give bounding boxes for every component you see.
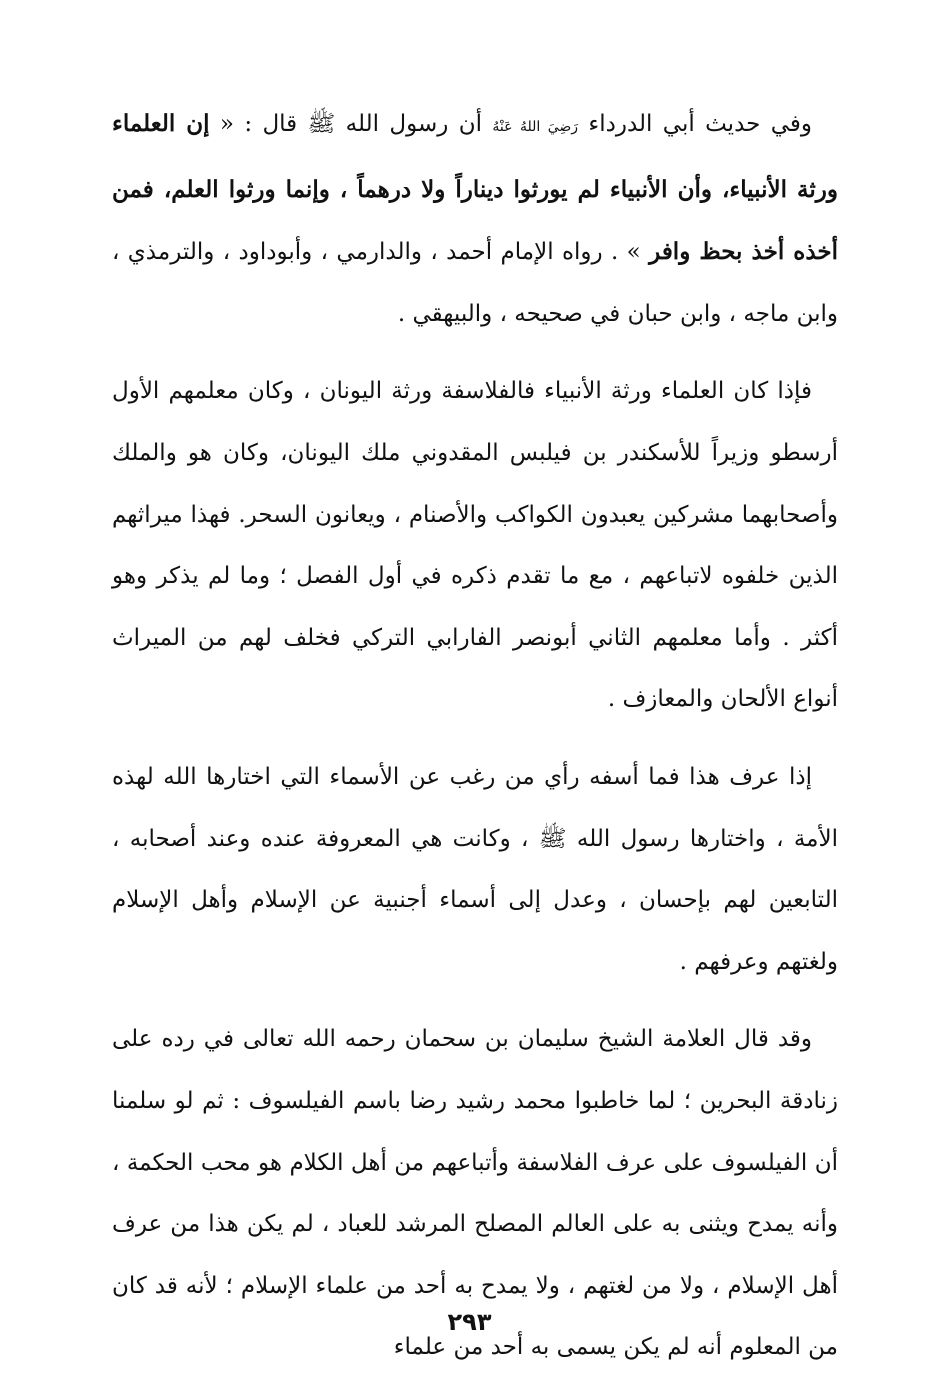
- body-text: [112, 93, 838, 1395]
- text-segment: ، وكانت هي المعروفة عنده وعند أصحابه ، التابعين لهم بإحسان ، وعدل إلى أسماء أجنبية عن الإسلام وأهل الإسلام ولغتهم وعرفهم .: [112, 825, 838, 975]
- text-segment: وفي حديث أبي الدرداء: [578, 111, 813, 137]
- honorific-salawat-glyph: ﷺ: [307, 111, 336, 137]
- paragraph-1: [112, 93, 838, 345]
- text-segment: قال : «: [209, 111, 308, 137]
- paragraph-3: [112, 747, 838, 993]
- text-segment: إذا عرف هذا فما أسفه رأي من رغب عن الأسماء التي اختارها الله لهذه الأمة ، واختارها رسول الله: [112, 763, 838, 852]
- page-number: ٢٩٣: [447, 1308, 492, 1336]
- text-segment: أن رسول الله: [335, 111, 493, 137]
- honorific-radiyallahu-anhu: رَضِيَ اللهُ عَنْهُ: [492, 119, 579, 135]
- text-segment: » . رواه الإمام أحمد ، والدارمي ، وأبوداود ، والترمذي ، وابن ماجه ، وابن حبان في صحيحه ، والبيهقي .: [112, 239, 838, 327]
- hadith-quote: إن العلماء ورثة الأنبياء، وأن الأنبياء لم يورثوا ديناراً ولا درهماً ، وإنما ورثوا العلم، فمن أخذه أخذ بحظ وافر: [112, 110, 839, 266]
- paragraph-2: [112, 361, 838, 731]
- honorific-salawat-glyph: ﷺ: [538, 825, 567, 852]
- text-segment: فإذا كان العلماء ورثة الأنبياء فالفلاسفة ورثة اليونان ، وكان معلمهم الأول أرسطو وزيراً للأسكندر بن فيلبس المقدوني ملك اليونان، وكان هو والملك وأصحابهما مشركين يعبدون الكواكب والأصنام ، ويعانون السحر. فهذا ميراثهم الذين خلفوه لاتباعهم ، مع ما تقدم ذكره في أول الفصل ؛ وما لم يذكر وهو أكثر . وأما معلمهم الثاني أبونصر الفارابي التركي فخلف لهم من الميراث أنواع الألحان والمعازف .: [112, 378, 838, 713]
- text-segment: وقد قال العلامة الشيخ سليمان بن سحمان رحمه الله تعالى في رده على زنادقة البحرين ؛ لما خاطبوا محمد رشيد رضا باسم الفيلسوف : ثم لو سلمنا أن الفيلسوف على عرف الفلاسفة وأتباعهم من أهل الكلام هو محب الحكمة ، وأنه يمدح ويثنى به على العالم المصلح المرشد للعباد ، لم يكن هذا من عرف أهل الإسلام ، ولا من لغتهم ، ولا يمدح به أحد من علماء الإسلام ؛ لأنه قد كان من المعلوم أنه لم يكن يسمى به أحد من علماء: [112, 1026, 838, 1361]
